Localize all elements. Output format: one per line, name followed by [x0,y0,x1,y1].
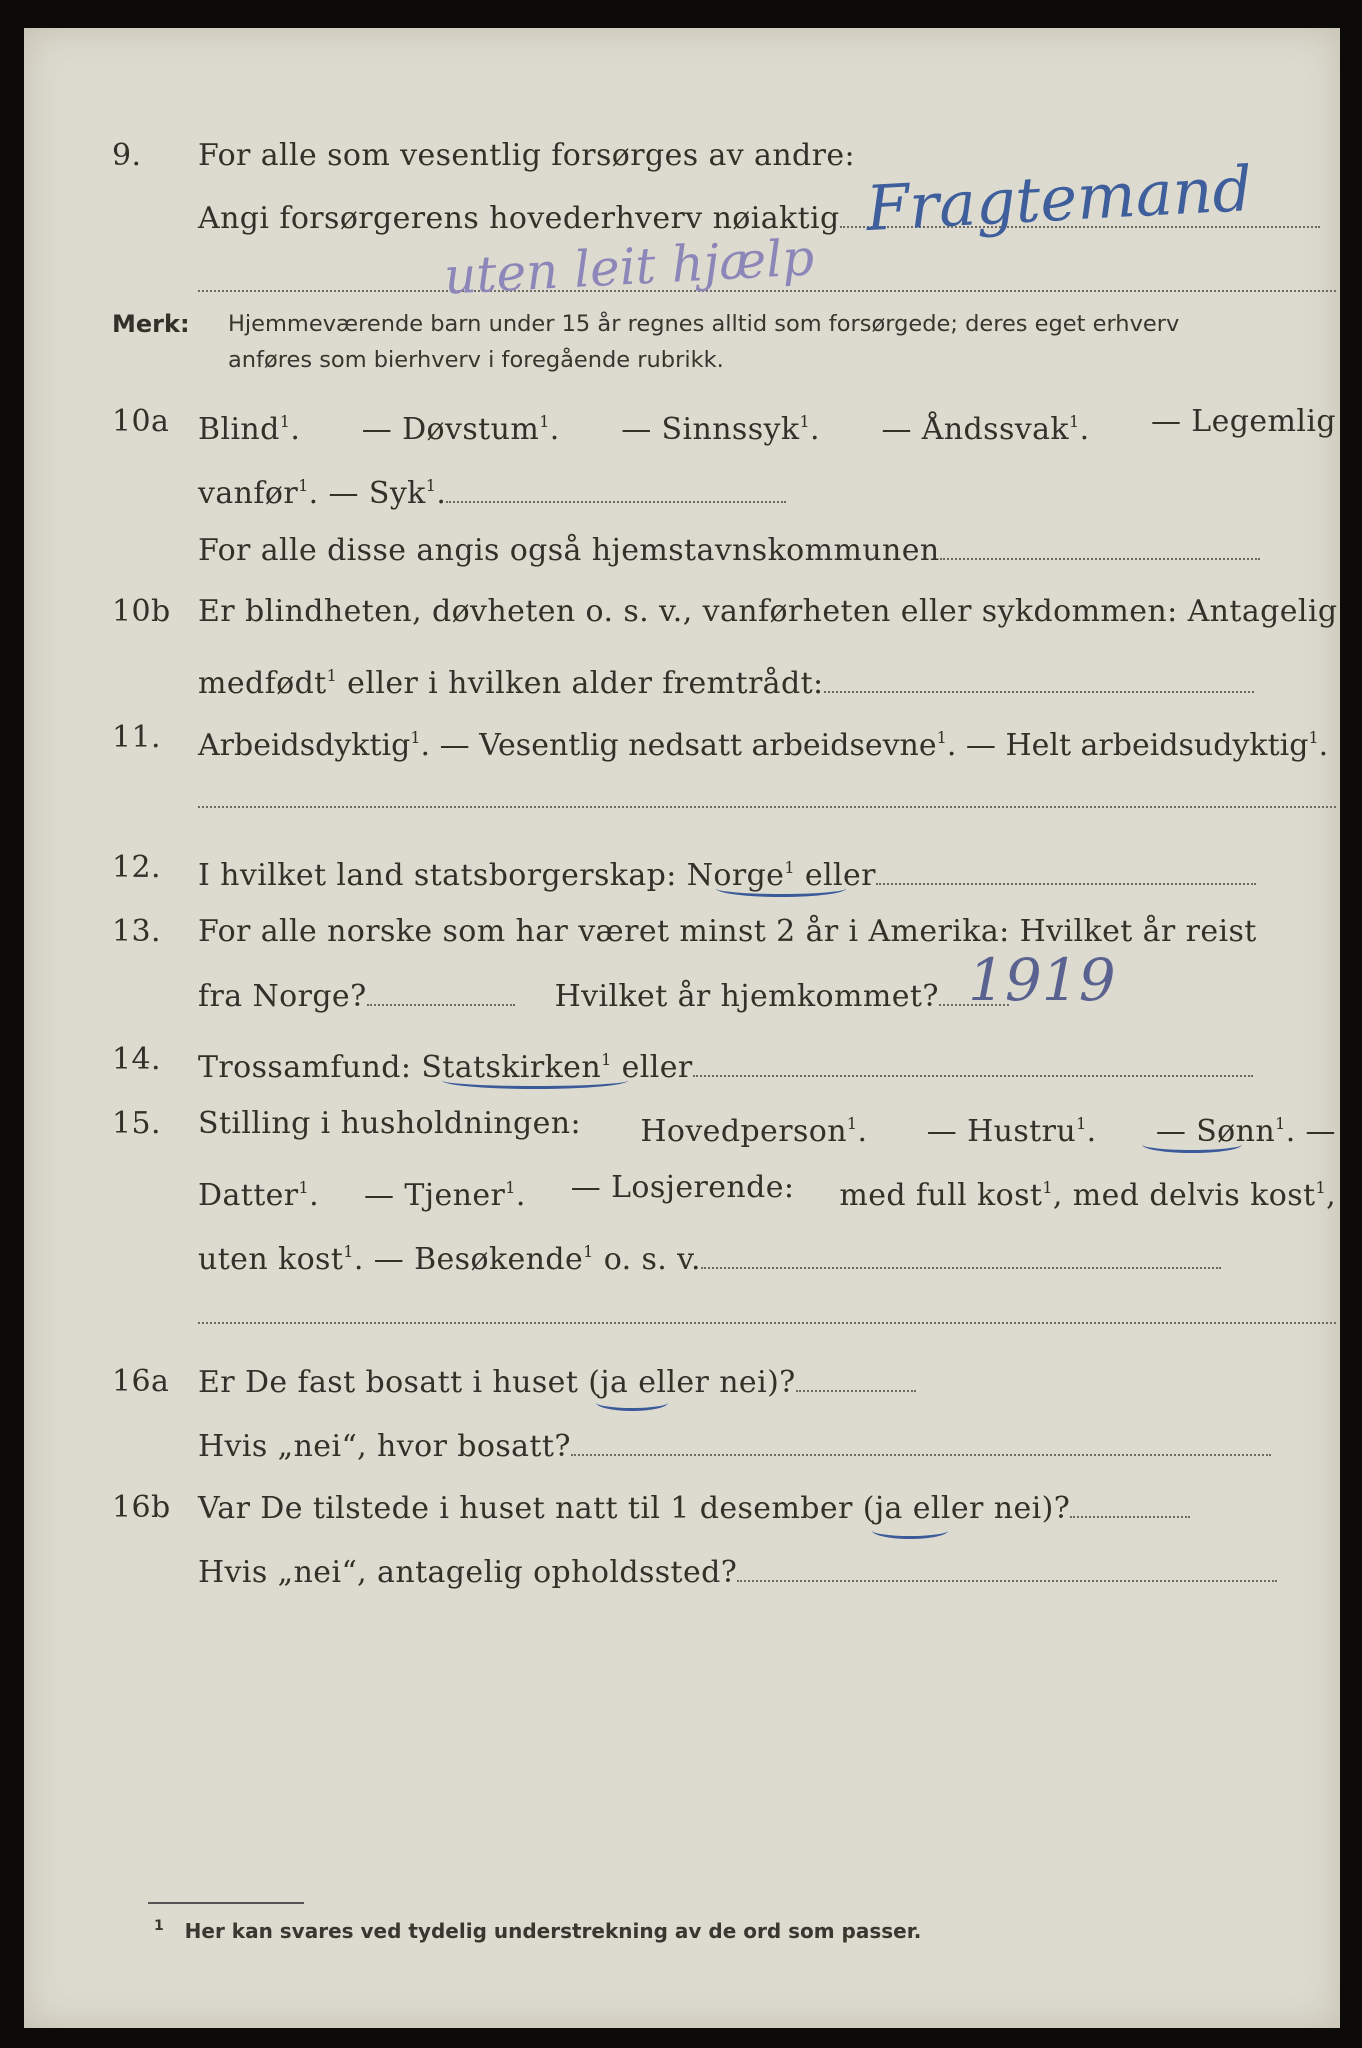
question-number: 14. [112,1042,161,1077]
footnote-mark: 1 [154,1918,164,1934]
handwritten-answer: Fragtemand [864,151,1254,246]
answer-line[interactable] [198,290,1336,292]
question-text: I hvilket land statsborgerskap: [198,858,677,893]
answer-line[interactable] [198,806,1336,808]
pen-underline [716,880,846,897]
note-text: Hjemmeværende barn under 15 år regnes alltid som forsørgede; deres eget erhverv [228,311,1180,337]
handwritten-answer: 1919 [968,946,1116,1014]
option-sonn[interactable]: — Sønn [1155,1114,1276,1149]
note-label: Merk: [112,310,190,338]
answer-line[interactable] [693,1047,1253,1077]
pen-underline [596,1394,668,1411]
question-text: o. s. v. [603,1242,701,1277]
option-medfodt[interactable]: medfødt [198,666,327,701]
option-hovedperson[interactable]: Hovedperson [640,1114,847,1149]
question-number: 16a [112,1364,170,1399]
answer-line[interactable] [876,855,1256,885]
question-text: — Losjerende: [570,1170,795,1205]
question-number: 12. [112,850,161,885]
option-uten-kost[interactable]: uten kost [198,1242,344,1277]
answer-line[interactable] [701,1239,1221,1269]
question-text: Angi forsørgerens hovederhverv nøiaktig [198,201,840,236]
option-vanfor[interactable]: vanfør [198,476,299,511]
question-text: Trossamfund: [198,1050,412,1085]
question-number: 11. [112,720,161,755]
question-number: 10a [112,404,170,439]
question-text: Hvis „nei“, antagelig opholdssted? [198,1555,738,1590]
option-andssvak[interactable]: — Åndssvak [881,412,1069,447]
option-full-kost[interactable]: med full kost [839,1178,1043,1213]
option-syk[interactable]: — Syk [328,476,426,511]
question-text: eller [621,1050,693,1085]
question-text: fra Norge? [198,979,367,1014]
answer-line[interactable] [367,976,515,1006]
answer-line[interactable] [571,1426,1271,1456]
option-besokende[interactable]: — Besøkende [373,1242,584,1277]
question-text: eller [804,858,876,893]
handwritten-answer: uten leit hjælp [442,228,816,306]
pen-underline [442,1072,628,1089]
option-statskirken[interactable]: Statskirken [421,1050,602,1085]
footnote-divider [148,1902,304,1904]
answer-line[interactable] [824,663,1254,693]
question-text: Er De fast bosatt i huset (ja eller nei)? [198,1365,796,1400]
answer-line[interactable] [446,473,786,503]
answer-line[interactable] [940,530,1260,560]
census-form-page: 9. For alle som vesentlig forsørges av andre: Angi forsørgerens hovederhverv nøiaktig Fragtemand uten leit hjælp Merk: Hjemmeværende barn under 15 år regnes alltid som forsørgede; deres eget erhverv anføres som bierhverv i foregående rubrikk. 10a Blind$^1$. — Døvstum$^1$. — Sinnssyk$^1$. — Åndssvak$^1$. — Legemlig vanfør$^1$. — Syk$^1$. For alle disse angis også hjemstavnskommunen 10b Er blindheten, døvheten o. s. v., vanførheten eller sykdommen: Antagelig medfødt$^1$ eller i hvilken alder fremtrådt: 11. Arbeidsdyktig$^1$. — Vesentlig nedsatt arbeidsevne$^1$. — Helt arbeidsudyktig$^1$. 12. I hvilket land statsborgerskap: Norge$^1$ eller 13. For alle norske som har været minst 2 år i Amerika: Hvilket år reist fra Norge? Hvilket år hjemkommet? 1919 14. Trossamfund: Statskirken$^1$ eller 15. Stilling i husholdningen: Hovedperson$^1$. — Hustru$^1$. — Sønn$^1$. — Datter$^1$. — Tjener$^1$. — Losjerende: med full kost$^1$, med delvis kost$^1$, uten kost$^1$. — Besøkende$^1$ o. s. v. 16a Er De fast bosatt i huset (ja eller nei)? Hvis „nei“, hvor bosatt? 16b Var De tilstede i huset natt til 1 desember (ja eller nei)? Hvis „nei“, antagelig opholdssted? $^1$ Her kan svares ved tydelig understrekning av de ord som passer. [24,28,1340,2028]
question-text: Var De tilstede i huset natt til 1 desember (ja eller nei)? [198,1491,1071,1526]
answer-line[interactable] [796,1362,916,1392]
question-text: For alle norske som har været minst 2 år i Amerika: Hvilket år reist [198,914,1257,949]
option-blind[interactable]: Blind [198,412,280,447]
option-delvis-kost[interactable]: , med delvis kost [1052,1178,1316,1213]
option-nedsatt-arbeidsevne[interactable]: — Vesentlig nedsatt arbeidsevne [439,728,937,763]
option-hustru[interactable]: — Hustru [926,1114,1077,1149]
option-legemlig[interactable]: — Legemlig [1150,404,1336,439]
question-text: eller i hvilken alder fremtrådt: [347,666,824,701]
note-text: anføres som bierhverv i foregående rubrikk. [228,347,724,373]
question-text: Er blindheten, døvheten o. s. v., vanførheten eller sykdommen: Antagelig [198,594,1338,629]
question-text: For alle som vesentlig forsørges av andre: [198,138,856,173]
option-arbeidsudyktig[interactable]: — Helt arbeidsudyktig [965,728,1309,763]
option-norge[interactable]: Norge [686,858,785,893]
option-sinnssyk[interactable]: — Sinnssyk [621,412,800,447]
pen-underline [1142,1136,1242,1153]
option-tjener[interactable]: — Tjener [364,1178,506,1213]
question-number: 16b [112,1490,171,1525]
question-number: 9. [112,138,142,173]
question-text: Stilling i husholdningen: [198,1106,582,1141]
question-number: 10b [112,594,171,629]
question-number: 13. [112,914,161,949]
pen-underline [872,1522,948,1539]
answer-line[interactable] [198,1322,1336,1324]
footnote-text: Her kan svares ved tydelig understrekning av de ord som passer. [184,1919,922,1943]
footnote-mark: 1 [279,412,291,431]
answer-line[interactable] [1070,1488,1190,1518]
footnote [154,1918,921,1943]
option-dovstum[interactable]: — Døvstum [361,412,540,447]
question-text: Hvis „nei“, hvor bosatt? [198,1429,571,1464]
option-datter[interactable]: Datter [198,1178,299,1213]
question-text: For alle disse angis også hjemstavnskommunen [198,533,940,568]
option-arbeidsdyktig[interactable]: Arbeidsdyktig [198,728,411,763]
question-number: 15. [112,1106,161,1141]
question-text: Hvilket år hjemkommet? [554,979,939,1014]
answer-line[interactable] [737,1552,1277,1582]
